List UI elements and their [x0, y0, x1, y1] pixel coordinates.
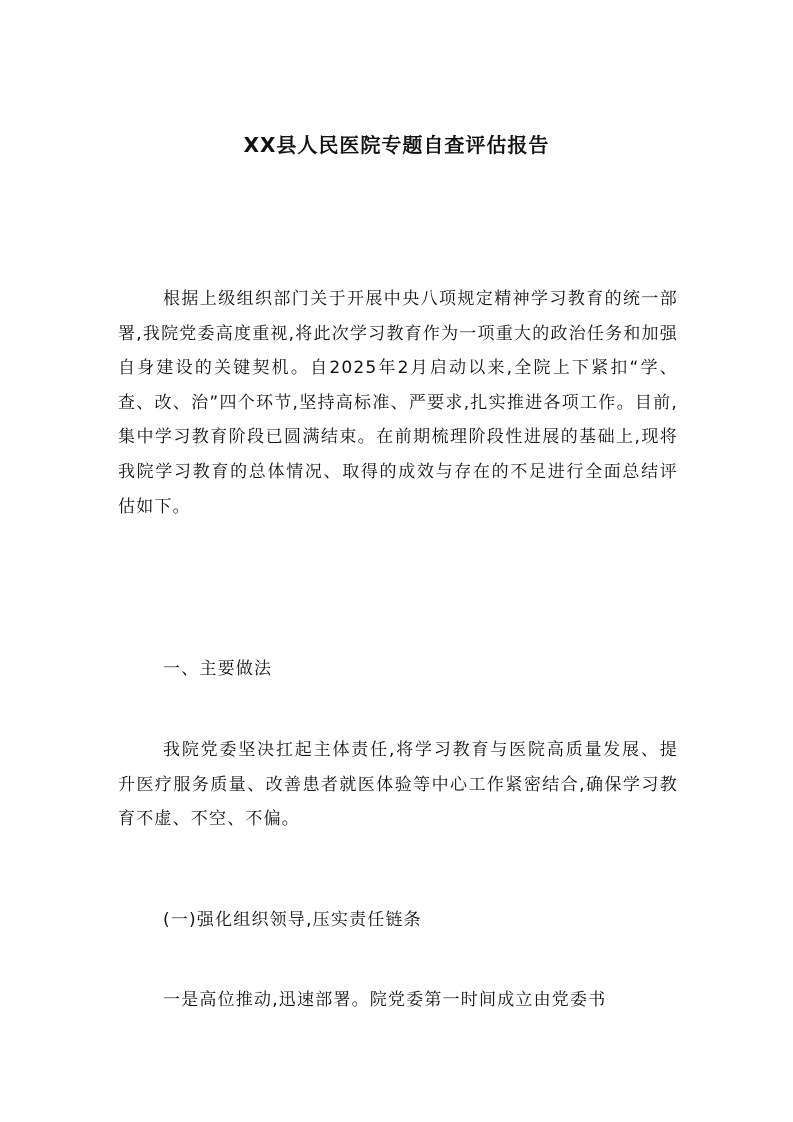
section-paragraph-main-practices: 我院党委坚决扛起主体责任,将学习教育与医院高质量发展、提升医疗服务质量、改善患者就医体验等中心工作紧密结合,确保学习教育不虚、不空、不偏。 — [118, 740, 678, 830]
subsection-heading-organization: (一)强化组织领导,压实责任链条 — [163, 910, 422, 930]
section-heading-main-practices: 一、主要做法 — [163, 659, 273, 679]
intro-paragraph: 根据上级组织部门关于开展中央八项规定精神学习教育的统一部署,我院党委高度重视,将此次学习教育作为一项重大的政治任务和加强自身建设的关键契机。自2025年2月启动以来,全院上下紧扣“学、查、改、治”四个环节,坚持高标准、严要求,扎实推进各项工作。目前,集中学习教育阶段已圆满结束。在前期梳理阶段性进展的基础上,现将我院学习教育的总体情况、取得的成效与存在的不足进行全面总结评估如下。 — [118, 289, 678, 517]
document-title: XX县人民医院专题自查评估报告 — [243, 133, 550, 157]
subsection-paragraph-organization: 一是高位推动,迅速部署。院党委第一时间成立由党委书 — [163, 990, 607, 1010]
